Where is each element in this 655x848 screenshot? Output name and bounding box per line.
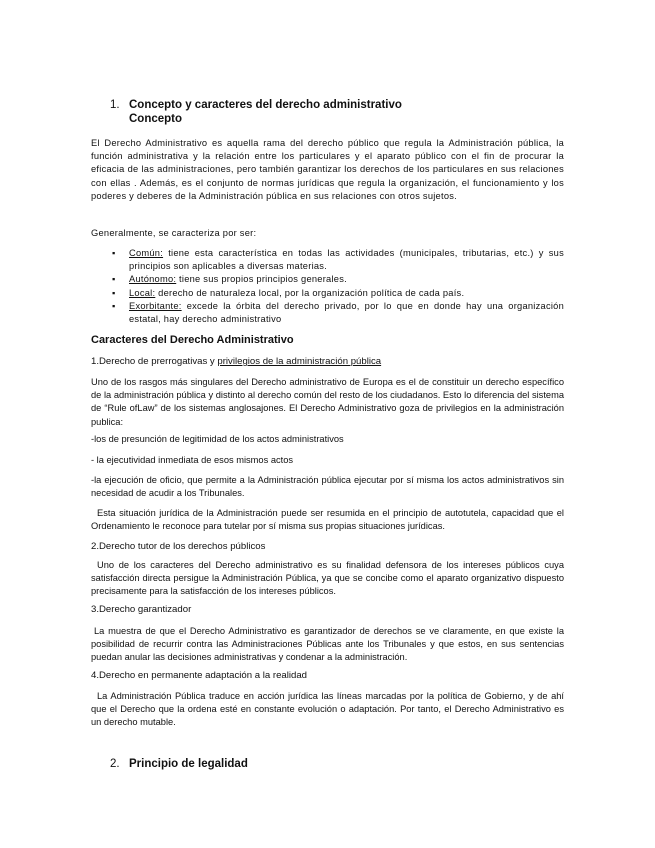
item-4-heading: 4.Derecho en permanente adaptación a la realidad [91,670,308,681]
bullet-icon: ▪ [112,300,116,311]
item-1-heading-underlined: privilegios de la administración pública [217,356,382,367]
item-2-paragraph: Uno de los caracteres del Derecho administrativo es su finalidad defensora de los intereses públicos cuya satisfacción directa persigue la Administración Pública, ya que se concibe como el aparato organizativo dispuesto precisamente para la satisfacción de los intereses públicos. [91,560,564,597]
trait-item-comun [112,247,564,273]
trait-text: excede la órbita del derecho privado, por lo que en donde hay una organización estatal, hay derecho administrativo [129,300,564,325]
trait-item-local [112,287,564,300]
item-2-heading: 2.Derecho tutor de los derechos públicos [91,541,266,552]
item-1-heading-plain: 1.Derecho de prerrogativas y [91,356,218,367]
characterized-intro: Generalmente, se caracteriza por ser: [91,228,257,238]
item-1-paragraph-5: Esta situación jurídica de la Administración puede ser resumida en el principio de autotutela, capacidad que el Ordenamiento le reconoce para tutelar por sí misma sus propias situaciones jurídicas. [91,508,564,532]
trait-term: Exorbitante: [129,300,182,311]
section-1-heading [110,98,402,126]
caracteres-title: Caracteres del Derecho Administrativo [91,334,294,346]
section-1-subtitle: Concepto [129,113,183,125]
item-3-paragraph: La muestra de que el Derecho Administrativo es garantizador de derechos se ve claramente, en que existe la posibilidad de recurrir contra las Administraciones Públicas ante los Tribunales y que estos, en sus sentencias puedan anular las decisiones administrativas y condenar a la administración. [91,626,564,663]
intro-paragraph: El Derecho Administrativo es aquella rama del derecho público que regula la Administración pública, la función administrativa y la relación entre los particulares y el aparato público con el fin de procurar la eficacia de las administraciones, pero también garantizar los derechos de los particulares en sus relaciones con ellas . Además, es el conjunto de normas jurídicas que regula la organización, el funcionamiento y los poderes y deberes de la Administración pública en sus relaciones con otros sujetos. [91,138,564,201]
item-1-paragraph-2: -los de presunción de legitimidad de los actos administrativos [91,434,344,444]
item-1-paragraph-1: Uno de los rasgos más singulares del Derecho administrativo de Europa es el de constituir un derecho específico de la administración pública y distinto al derecho común del resto de los ciudadanos. Esto lo diferencia del sistema de “Rule ofLaw” de los sistemas anglosajones. El Derecho Administrativo goza de privilegios en la administración publica: [91,377,564,427]
item-3-heading: 3.Derecho garantizador [91,604,192,615]
bullet-icon: ▪ [112,287,116,298]
trait-text: derecho de naturaleza local, por la organización política de cada país. [155,287,465,298]
section-2-heading [110,757,248,771]
section-1-title: Concepto y caracteres del derecho administrativo [129,99,402,111]
item-1-paragraph-3: - la ejecutividad inmediata de esos mismos actos [91,455,294,465]
trait-term: Local: [129,287,156,298]
trait-text: tiene esta característica en todas las actividades (municipales, tributarias, etc.) y sus principios son aplicables a diversas materias. [129,248,564,272]
item-4-paragraph: La Administración Pública traduce en acción jurídica las líneas marcadas por la política de Gobierno, y de ahí que el Derecho que la ordena esté en constante evolución o adaptación. Por tanto, el Derecho Administrativo es un derecho mutable. [91,691,564,728]
section-2-title: Principio de legalidad [129,758,248,770]
section-2-number: 2. [110,758,120,770]
traits-list [112,247,564,326]
trait-item-autonomo [112,273,564,286]
section-1-number: 1. [110,99,120,111]
bullet-icon: ▪ [112,274,116,285]
trait-item-exorbitante [112,300,564,326]
item-1-heading [91,355,381,368]
item-1-paragraph-4: -la ejecución de oficio, que permite a la Administración pública ejecutar por sí misma los actos administrativos sin necesidad de acudir a los Tribunales. [91,475,564,499]
bullet-icon: ▪ [112,248,116,258]
trait-term: Autónomo: [129,274,177,285]
trait-text: tiene sus propios principios generales. [176,274,347,285]
trait-term: Común: [129,248,164,258]
